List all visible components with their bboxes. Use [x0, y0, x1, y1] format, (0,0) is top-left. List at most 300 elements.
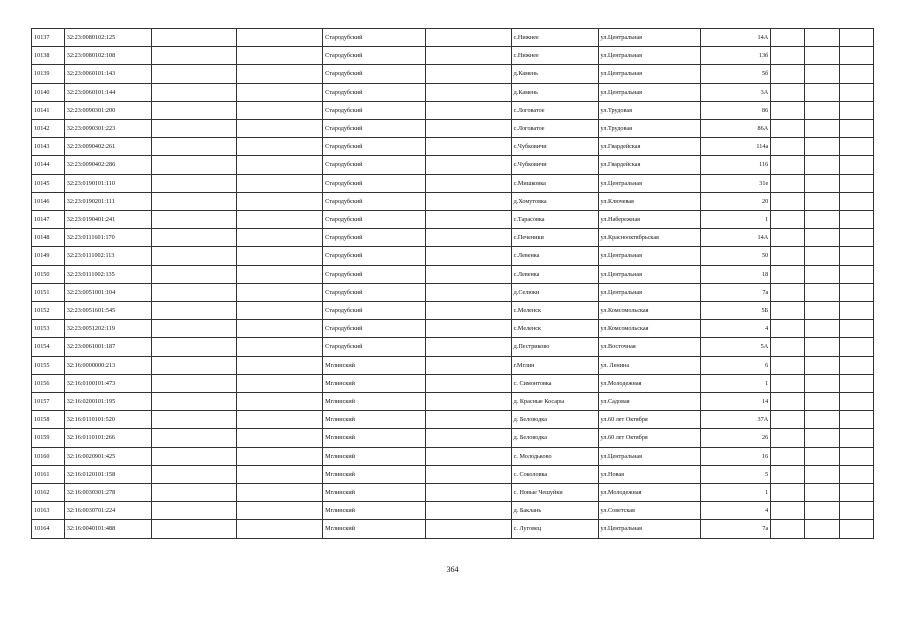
street-cell: ул.Гвардейская: [598, 156, 701, 174]
empty-cell: [151, 411, 237, 429]
district-cell: Мглинский: [323, 520, 426, 538]
empty-cell: [237, 29, 323, 47]
empty-cell: [151, 338, 237, 356]
empty-cell: [425, 520, 511, 538]
table-row: [32, 138, 874, 156]
district-cell: Стародубский: [323, 156, 426, 174]
empty-cell: [237, 320, 323, 338]
street-cell: ул.Садовая: [598, 393, 701, 411]
row-number-cell: 10149: [32, 247, 65, 265]
street-cell: ул.Центральная: [598, 447, 701, 465]
house-number-cell: 7а: [701, 520, 771, 538]
street-cell: ул.Трудовая: [598, 101, 701, 119]
empty-cell: [151, 356, 237, 374]
district-cell: Стародубский: [323, 138, 426, 156]
empty-cell: [840, 393, 874, 411]
empty-cell: [771, 65, 805, 83]
empty-cell: [805, 302, 840, 320]
empty-cell: [237, 65, 323, 83]
settlement-cell: с. Новые Чешуйки: [511, 484, 598, 502]
empty-cell: [805, 411, 840, 429]
table-row: [32, 101, 874, 119]
cadastral-number-cell: 32:23:0190101:110: [64, 174, 151, 192]
empty-cell: [425, 192, 511, 210]
empty-cell: [840, 65, 874, 83]
empty-cell: [425, 302, 511, 320]
street-cell: ул.Центральная: [598, 47, 701, 65]
empty-cell: [840, 138, 874, 156]
empty-cell: [237, 47, 323, 65]
empty-cell: [805, 502, 840, 520]
street-cell: ул.Центральная: [598, 29, 701, 47]
empty-cell: [771, 174, 805, 192]
registry-sheet: [31, 28, 874, 539]
cadastral-number-cell: 32:23:0090402:261: [64, 138, 151, 156]
row-number-cell: 10161: [32, 465, 65, 483]
street-cell: ул. Ленина: [598, 356, 701, 374]
empty-cell: [840, 247, 874, 265]
street-cell: ул.Центральная: [598, 265, 701, 283]
house-number-cell: 1: [701, 211, 771, 229]
settlement-cell: с. Соколовка: [511, 465, 598, 483]
empty-cell: [151, 29, 237, 47]
empty-cell: [425, 156, 511, 174]
street-cell: ул.Восточная: [598, 338, 701, 356]
cadastral-number-cell: 32:23:0090402:286: [64, 156, 151, 174]
house-number-cell: 37А: [701, 411, 771, 429]
empty-cell: [805, 29, 840, 47]
empty-cell: [840, 101, 874, 119]
empty-cell: [805, 65, 840, 83]
house-number-cell: 5: [701, 465, 771, 483]
cadastral-number-cell: 32:23:0190201:111: [64, 192, 151, 210]
row-number-cell: 10159: [32, 429, 65, 447]
street-cell: ул.Новая: [598, 465, 701, 483]
empty-cell: [425, 374, 511, 392]
empty-cell: [771, 302, 805, 320]
settlement-cell: с.Левенка: [511, 247, 598, 265]
empty-cell: [805, 47, 840, 65]
table-row: [32, 356, 874, 374]
district-cell: Стародубский: [323, 47, 426, 65]
empty-cell: [151, 65, 237, 83]
empty-cell: [840, 429, 874, 447]
row-number-cell: 10154: [32, 338, 65, 356]
district-cell: Мглинский: [323, 429, 426, 447]
empty-cell: [771, 83, 805, 101]
table-row: [32, 338, 874, 356]
page-number: 364: [446, 565, 459, 574]
district-cell: Стародубский: [323, 229, 426, 247]
empty-cell: [425, 411, 511, 429]
cadastral-number-cell: 32:16:0020901:425: [64, 447, 151, 465]
street-cell: ул.Центральная: [598, 83, 701, 101]
empty-cell: [425, 447, 511, 465]
table-row: [32, 374, 874, 392]
table-row: [32, 83, 874, 101]
cadastral-number-cell: 32:23:0090301:223: [64, 120, 151, 138]
empty-cell: [425, 174, 511, 192]
empty-cell: [151, 138, 237, 156]
row-number-cell: 10163: [32, 502, 65, 520]
table-row: [32, 502, 874, 520]
settlement-cell: с.Левенка: [511, 265, 598, 283]
empty-cell: [840, 120, 874, 138]
empty-cell: [771, 356, 805, 374]
empty-cell: [151, 83, 237, 101]
row-number-cell: 10164: [32, 520, 65, 538]
district-cell: Стародубский: [323, 83, 426, 101]
district-cell: Стародубский: [323, 65, 426, 83]
settlement-cell: с.Логоватое: [511, 120, 598, 138]
settlement-cell: с.Чубковичи: [511, 156, 598, 174]
table-row: [32, 320, 874, 338]
settlement-cell: с. Симонтовка: [511, 374, 598, 392]
empty-cell: [840, 283, 874, 301]
district-cell: Мглинский: [323, 484, 426, 502]
row-number-cell: 10146: [32, 192, 65, 210]
empty-cell: [237, 520, 323, 538]
empty-cell: [840, 174, 874, 192]
house-number-cell: 26: [701, 429, 771, 447]
empty-cell: [840, 29, 874, 47]
district-cell: Мглинский: [323, 356, 426, 374]
empty-cell: [425, 247, 511, 265]
district-cell: Стародубский: [323, 101, 426, 119]
table-row: [32, 265, 874, 283]
empty-cell: [771, 156, 805, 174]
empty-cell: [237, 138, 323, 156]
empty-cell: [425, 120, 511, 138]
empty-cell: [840, 520, 874, 538]
empty-cell: [840, 338, 874, 356]
house-number-cell: 7а: [701, 283, 771, 301]
district-cell: Мглинский: [323, 502, 426, 520]
empty-cell: [425, 47, 511, 65]
empty-cell: [840, 302, 874, 320]
table-row: [32, 247, 874, 265]
empty-cell: [425, 211, 511, 229]
empty-cell: [840, 156, 874, 174]
cadastral-number-cell: 32:23:0051001:104: [64, 283, 151, 301]
cadastral-number-cell: 32:23:0080102:125: [64, 29, 151, 47]
empty-cell: [151, 302, 237, 320]
empty-cell: [151, 101, 237, 119]
empty-cell: [771, 29, 805, 47]
empty-cell: [840, 320, 874, 338]
empty-cell: [237, 447, 323, 465]
settlement-cell: г.Мглин: [511, 356, 598, 374]
empty-cell: [805, 465, 840, 483]
empty-cell: [840, 465, 874, 483]
empty-cell: [771, 247, 805, 265]
street-cell: ул.60 лет Октября: [598, 411, 701, 429]
settlement-cell: д.Хомутовка: [511, 192, 598, 210]
cadastral-number-cell: 32:16:0200101:195: [64, 393, 151, 411]
table-row: [32, 29, 874, 47]
cadastral-number-cell: 32:16:0030301:278: [64, 484, 151, 502]
empty-cell: [237, 83, 323, 101]
empty-cell: [771, 447, 805, 465]
empty-cell: [151, 447, 237, 465]
empty-cell: [840, 447, 874, 465]
settlement-cell: с.Мишковка: [511, 174, 598, 192]
empty-cell: [237, 283, 323, 301]
empty-cell: [237, 356, 323, 374]
settlement-cell: с.Тарасовка: [511, 211, 598, 229]
table-row: [32, 192, 874, 210]
empty-cell: [805, 120, 840, 138]
row-number-cell: 10148: [32, 229, 65, 247]
empty-cell: [151, 374, 237, 392]
house-number-cell: 13б: [701, 47, 771, 65]
empty-cell: [425, 283, 511, 301]
empty-cell: [237, 502, 323, 520]
street-cell: ул.60 лет Октября: [598, 429, 701, 447]
cadastral-number-cell: 32:16:0100101:473: [64, 374, 151, 392]
empty-cell: [151, 484, 237, 502]
house-number-cell: 50: [701, 247, 771, 265]
cadastral-number-cell: 32:23:0090301:200: [64, 101, 151, 119]
table-row: [32, 484, 874, 502]
house-number-cell: 3А: [701, 83, 771, 101]
street-cell: ул.Советская: [598, 502, 701, 520]
street-cell: ул.Центральная: [598, 65, 701, 83]
empty-cell: [771, 411, 805, 429]
empty-cell: [771, 101, 805, 119]
empty-cell: [237, 211, 323, 229]
empty-cell: [805, 320, 840, 338]
empty-cell: [805, 138, 840, 156]
district-cell: Мглинский: [323, 411, 426, 429]
house-number-cell: 5А: [701, 338, 771, 356]
cadastral-number-cell: 32:23:0111002:113: [64, 247, 151, 265]
empty-cell: [771, 320, 805, 338]
empty-cell: [771, 120, 805, 138]
settlement-cell: д.Камень: [511, 83, 598, 101]
empty-cell: [840, 83, 874, 101]
row-number-cell: 10153: [32, 320, 65, 338]
empty-cell: [840, 265, 874, 283]
empty-cell: [237, 101, 323, 119]
empty-cell: [237, 120, 323, 138]
empty-cell: [425, 29, 511, 47]
empty-cell: [840, 374, 874, 392]
street-cell: ул.Молодежная: [598, 484, 701, 502]
row-number-cell: 10137: [32, 29, 65, 47]
empty-cell: [840, 192, 874, 210]
empty-cell: [805, 484, 840, 502]
settlement-cell: с.Меленск: [511, 302, 598, 320]
settlement-cell: с.Печеники: [511, 229, 598, 247]
settlement-cell: д.Камень: [511, 65, 598, 83]
table-row: [32, 120, 874, 138]
empty-cell: [237, 192, 323, 210]
empty-cell: [771, 374, 805, 392]
settlement-cell: с.Меленск: [511, 320, 598, 338]
empty-cell: [840, 502, 874, 520]
empty-cell: [237, 374, 323, 392]
empty-cell: [425, 484, 511, 502]
table-row: [32, 283, 874, 301]
empty-cell: [425, 265, 511, 283]
empty-cell: [771, 520, 805, 538]
settlement-cell: д. Баклань: [511, 502, 598, 520]
district-cell: Мглинский: [323, 374, 426, 392]
district-cell: Стародубский: [323, 29, 426, 47]
empty-cell: [805, 247, 840, 265]
table-row: [32, 447, 874, 465]
table-row: [32, 229, 874, 247]
house-number-cell: 20: [701, 192, 771, 210]
empty-cell: [151, 120, 237, 138]
row-number-cell: 10157: [32, 393, 65, 411]
settlement-cell: с. Луговец: [511, 520, 598, 538]
empty-cell: [151, 265, 237, 283]
cadastral-number-cell: 32:16:0030701:224: [64, 502, 151, 520]
house-number-cell: 14А: [701, 29, 771, 47]
house-number-cell: 1: [701, 484, 771, 502]
empty-cell: [425, 101, 511, 119]
cadastral-number-cell: 32:16:0000000:213: [64, 356, 151, 374]
empty-cell: [425, 465, 511, 483]
settlement-cell: с.Чубковичи: [511, 138, 598, 156]
row-number-cell: 10155: [32, 356, 65, 374]
row-number-cell: 10144: [32, 156, 65, 174]
table-row: [32, 156, 874, 174]
empty-cell: [805, 283, 840, 301]
empty-cell: [237, 174, 323, 192]
empty-cell: [771, 429, 805, 447]
registry-table-body: [32, 29, 874, 539]
row-number-cell: 10138: [32, 47, 65, 65]
empty-cell: [805, 374, 840, 392]
house-number-cell: 14А: [701, 229, 771, 247]
house-number-cell: 86: [701, 101, 771, 119]
empty-cell: [151, 393, 237, 411]
empty-cell: [151, 465, 237, 483]
settlement-cell: д.Селюки: [511, 283, 598, 301]
table-row: [32, 174, 874, 192]
house-number-cell: 116: [701, 156, 771, 174]
street-cell: ул.Комсомольская: [598, 302, 701, 320]
cadastral-number-cell: 32:23:0111601:170: [64, 229, 151, 247]
empty-cell: [805, 356, 840, 374]
row-number-cell: 10143: [32, 138, 65, 156]
table-row: [32, 429, 874, 447]
street-cell: ул.Набережная: [598, 211, 701, 229]
row-number-cell: 10142: [32, 120, 65, 138]
empty-cell: [805, 211, 840, 229]
house-number-cell: 18: [701, 265, 771, 283]
empty-cell: [151, 283, 237, 301]
cadastral-number-cell: 32:23:0080102:108: [64, 47, 151, 65]
empty-cell: [805, 265, 840, 283]
cadastral-number-cell: 32:23:0061001:187: [64, 338, 151, 356]
empty-cell: [840, 356, 874, 374]
empty-cell: [805, 229, 840, 247]
empty-cell: [237, 302, 323, 320]
empty-cell: [151, 47, 237, 65]
empty-cell: [771, 283, 805, 301]
street-cell: ул.Центральная: [598, 174, 701, 192]
empty-cell: [425, 338, 511, 356]
empty-cell: [771, 47, 805, 65]
house-number-cell: 6: [701, 356, 771, 374]
row-number-cell: 10140: [32, 83, 65, 101]
empty-cell: [237, 338, 323, 356]
table-row: [32, 47, 874, 65]
table-row: [32, 465, 874, 483]
empty-cell: [237, 229, 323, 247]
row-number-cell: 10162: [32, 484, 65, 502]
cadastral-number-cell: 32:23:0051202:119: [64, 320, 151, 338]
empty-cell: [425, 320, 511, 338]
table-row: [32, 411, 874, 429]
district-cell: Мглинский: [323, 465, 426, 483]
empty-cell: [237, 247, 323, 265]
house-number-cell: 5Б: [701, 302, 771, 320]
empty-cell: [840, 411, 874, 429]
settlement-cell: д. Красные Косары: [511, 393, 598, 411]
empty-cell: [771, 465, 805, 483]
district-cell: Стародубский: [323, 120, 426, 138]
empty-cell: [840, 47, 874, 65]
table-row: [32, 393, 874, 411]
row-number-cell: 10156: [32, 374, 65, 392]
empty-cell: [237, 465, 323, 483]
empty-cell: [151, 320, 237, 338]
empty-cell: [771, 229, 805, 247]
empty-cell: [151, 247, 237, 265]
empty-cell: [151, 174, 237, 192]
empty-cell: [151, 229, 237, 247]
empty-cell: [151, 520, 237, 538]
table-row: [32, 65, 874, 83]
empty-cell: [151, 211, 237, 229]
empty-cell: [840, 211, 874, 229]
empty-cell: [151, 192, 237, 210]
row-number-cell: 10141: [32, 101, 65, 119]
cadastral-number-cell: 32:16:0110101:520: [64, 411, 151, 429]
empty-cell: [425, 356, 511, 374]
settlement-cell: с.Логоватое: [511, 101, 598, 119]
empty-cell: [840, 229, 874, 247]
empty-cell: [805, 520, 840, 538]
settlement-cell: с. Молодьково: [511, 447, 598, 465]
empty-cell: [771, 484, 805, 502]
table-row: [32, 211, 874, 229]
empty-cell: [805, 447, 840, 465]
house-number-cell: 1: [701, 374, 771, 392]
empty-cell: [771, 138, 805, 156]
empty-cell: [805, 429, 840, 447]
house-number-cell: 31е: [701, 174, 771, 192]
settlement-cell: д. Беловодка: [511, 411, 598, 429]
street-cell: ул.Комсомольская: [598, 320, 701, 338]
registry-table: [31, 28, 874, 539]
district-cell: Мглинский: [323, 393, 426, 411]
street-cell: ул.Ключевая: [598, 192, 701, 210]
district-cell: Стародубский: [323, 174, 426, 192]
table-row: [32, 302, 874, 320]
empty-cell: [771, 502, 805, 520]
empty-cell: [151, 502, 237, 520]
cadastral-number-cell: 32:16:0120101:158: [64, 465, 151, 483]
district-cell: Стародубский: [323, 265, 426, 283]
cadastral-number-cell: 32:23:0060101:143: [64, 65, 151, 83]
house-number-cell: 114а: [701, 138, 771, 156]
